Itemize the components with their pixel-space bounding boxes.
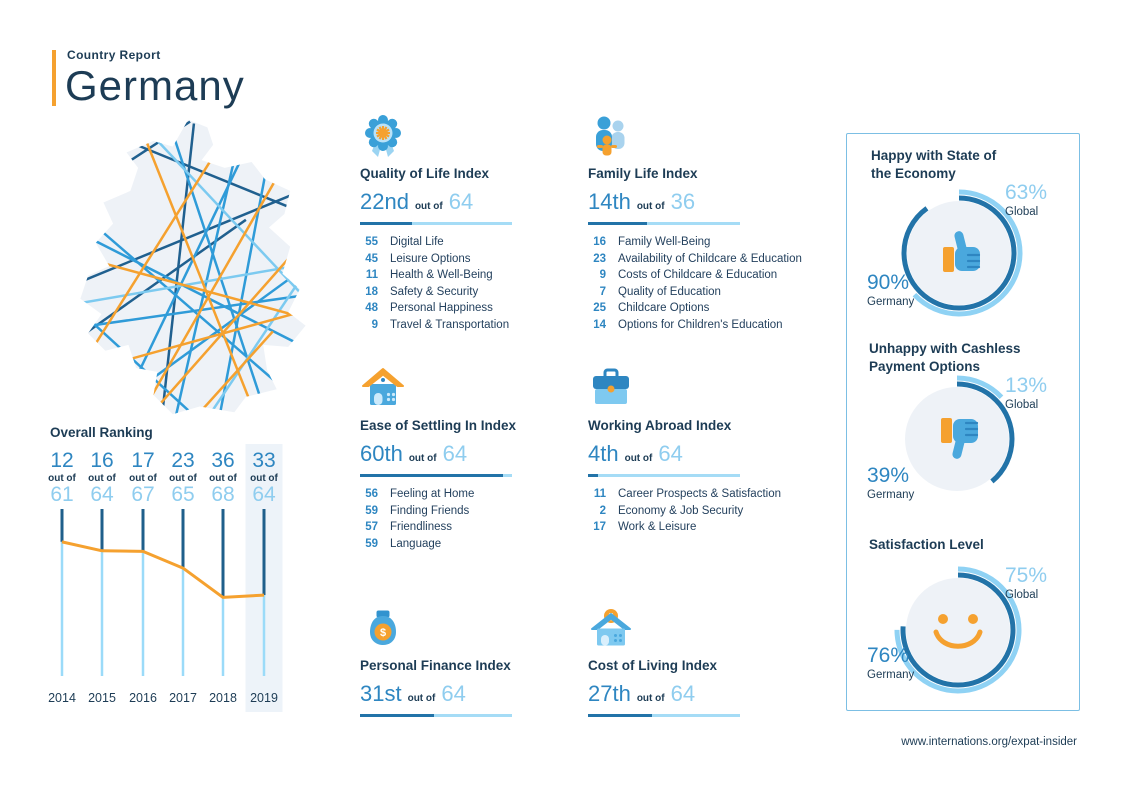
year-rank: 12 [50, 449, 74, 472]
out-of-label: out of [408, 453, 437, 464]
sub-item-rank: 11 [365, 269, 378, 281]
sub-item-label: Health & Well-Being [390, 269, 493, 281]
smiley-icon [915, 587, 1001, 673]
sub-item-rank: 23 [593, 252, 606, 265]
sub-item-label: Career Prospects & Satisfaction [618, 488, 781, 500]
index-sub-list [588, 488, 828, 538]
index-title: Working Abroad Index [588, 418, 732, 433]
sub-item-label: Options for Children's Education [618, 318, 783, 331]
year-total: 65 [171, 483, 195, 506]
sub-item-label: Safety & Security [390, 285, 479, 298]
global-label: Global [1005, 589, 1039, 601]
briefcase-icon [588, 365, 634, 411]
index-sub-item [360, 505, 575, 522]
sub-item-label: Leisure Options [390, 252, 471, 265]
sub-item-rank: 9 [599, 269, 606, 281]
index-sub-list [360, 488, 575, 554]
index-sub-item [588, 253, 828, 270]
index-progress-bar [360, 222, 512, 225]
sub-item-rank: 59 [365, 537, 378, 550]
index-sub-item [588, 236, 828, 253]
year-label: 2014 [48, 691, 76, 705]
year-label: 2019 [250, 691, 278, 705]
house-coin-icon [588, 605, 634, 651]
sub-item-label: Childcare Options [618, 302, 710, 314]
out-of-label: out of [129, 473, 157, 484]
out-of-label: out of [636, 693, 665, 704]
index-total: 36 [670, 189, 696, 214]
accent-bar [52, 50, 56, 106]
sub-item-label: Work & Leisure [618, 521, 697, 533]
index-sub-item [588, 302, 828, 319]
index-title: Personal Finance Index [360, 658, 511, 673]
sub-item-rank: 57 [365, 521, 378, 533]
family-icon [588, 113, 634, 159]
index-sub-item [360, 302, 575, 319]
year-label: 2017 [169, 691, 197, 705]
footer-url: www.internations.org/expat-insider [901, 736, 1077, 748]
index-sub-item [360, 269, 575, 286]
year-rank: 36 [211, 449, 235, 472]
house-icon [360, 365, 406, 411]
year-total: 64 [252, 483, 276, 506]
sub-item-rank: 45 [365, 252, 378, 265]
page-title: Germany [65, 62, 245, 109]
index-sub-item [588, 286, 828, 303]
sub-item-label: Travel & Transportation [390, 318, 510, 331]
year-total: 64 [90, 483, 114, 506]
index-title: Ease of Settling In Index [360, 418, 517, 433]
year-rank: 16 [90, 449, 114, 472]
index-progress-bar [360, 474, 512, 477]
report-eyebrow: Country Report [67, 48, 161, 62]
out-of-label: out of [414, 201, 443, 212]
index-total: 64 [441, 681, 466, 706]
index-rank-row [588, 189, 828, 215]
rank-trend-line [62, 542, 264, 598]
stat-title: Happy with State of the Economy [871, 148, 997, 182]
thumbs-down-icon [929, 411, 985, 467]
year-total: 61 [50, 483, 74, 506]
global-label: Global [1005, 206, 1039, 218]
svg-text:$: $ [379, 627, 387, 639]
year-rank: 23 [171, 449, 195, 472]
year-rank: 33 [252, 449, 276, 472]
index-card-ease-of-settling-in [360, 365, 575, 554]
sub-item-label: Economy & Job Security [618, 504, 744, 517]
out-of-label: out of [407, 693, 436, 704]
index-sub-item [588, 488, 828, 505]
sub-item-rank: 56 [365, 488, 378, 500]
overall-ranking-heading: Overall Ranking [50, 425, 153, 440]
index-progress-bar [588, 222, 740, 225]
out-of-label: out of [624, 453, 653, 464]
out-of-label: out of [250, 473, 278, 484]
index-total: 64 [670, 681, 696, 706]
year-label: 2015 [88, 691, 116, 705]
index-sub-item [360, 319, 575, 336]
sub-item-rank: 55 [365, 236, 378, 248]
index-rank: 31st [360, 681, 402, 706]
sub-item-label: Availability of Childcare & Education [618, 252, 802, 265]
out-of-label: out of [169, 473, 197, 484]
index-sub-item [360, 236, 575, 253]
index-title: Quality of Life Index [360, 166, 490, 181]
index-sub-item [360, 286, 575, 303]
index-sub-list [588, 236, 828, 335]
index-rank-row [588, 681, 828, 707]
out-of-label: out of [636, 201, 665, 212]
sub-item-label: Digital Life [390, 236, 444, 248]
global-percent: 13% [1005, 374, 1048, 397]
index-card-working-abroad [588, 365, 828, 538]
index-sub-item [360, 521, 575, 538]
index-rank-row [588, 441, 828, 467]
index-card-family-life [588, 113, 828, 335]
country-percent: 39% [867, 464, 910, 487]
overall-ranking-chart [44, 440, 292, 720]
index-total: 64 [448, 189, 474, 214]
country-percent: 76% [867, 644, 910, 667]
sub-item-label: Feeling at Home [390, 488, 475, 500]
sub-item-label: Personal Happiness [390, 302, 493, 314]
award-icon [360, 113, 406, 159]
index-card-cost-of-living [588, 605, 828, 728]
sub-item-rank: 9 [371, 318, 378, 331]
index-title: Cost of Living Index [588, 658, 718, 673]
sub-item-rank: 48 [365, 302, 378, 314]
index-total: 64 [658, 441, 683, 466]
year-label: 2016 [129, 691, 157, 705]
money-bag-icon [360, 605, 406, 651]
index-total: 64 [442, 441, 468, 466]
index-progress-bar [360, 714, 512, 717]
sub-item-rank: 16 [593, 236, 606, 248]
out-of-label: out of [88, 473, 116, 484]
year-rank: 17 [131, 449, 155, 472]
country-percent: 90% [867, 271, 910, 294]
index-card-personal-finance [360, 605, 575, 728]
global-percent: 63% [1005, 181, 1048, 204]
index-sub-item [588, 505, 828, 522]
year-total: 67 [131, 483, 155, 506]
sub-item-rank: 14 [593, 318, 606, 331]
index-sub-item [588, 319, 828, 336]
index-sub-item [588, 269, 828, 286]
index-progress-bar [588, 714, 740, 717]
sub-item-label: Quality of Education [618, 285, 721, 298]
sub-item-rank: 17 [593, 521, 606, 533]
index-sub-list [360, 236, 575, 335]
index-sub-item [360, 488, 575, 505]
sub-item-label: Family Well-Being [618, 236, 711, 248]
germany-map [46, 112, 338, 420]
year-total: 68 [211, 483, 235, 506]
sub-item-label: Friendliness [390, 521, 452, 533]
sub-item-rank: 25 [593, 302, 606, 314]
out-of-label: out of [48, 473, 76, 484]
sub-item-rank: 59 [365, 504, 378, 517]
country-label: Germany [867, 296, 915, 308]
index-title: Family Life Index [588, 166, 698, 181]
global-label: Global [1005, 399, 1039, 411]
index-rank: 60th [360, 441, 403, 466]
sub-item-rank: 7 [599, 285, 606, 298]
stats-panel [846, 133, 1080, 711]
country-label: Germany [867, 669, 915, 681]
index-sub-item [360, 538, 575, 555]
year-label: 2018 [209, 691, 237, 705]
index-rank-row [360, 189, 575, 215]
index-rank-row [360, 681, 575, 707]
index-rank: 4th [588, 441, 619, 466]
index-rank-row [360, 441, 575, 467]
sub-item-label: Costs of Childcare & Education [618, 269, 778, 281]
sub-item-rank: 11 [593, 488, 606, 500]
sub-item-rank: 18 [365, 285, 378, 298]
index-sub-item [588, 521, 828, 538]
out-of-label: out of [209, 473, 237, 484]
sub-item-rank: 2 [599, 504, 606, 517]
sub-item-label: Language [390, 537, 442, 550]
sub-item-label: Finding Friends [390, 504, 470, 517]
stat-title: Satisfaction Level [869, 537, 984, 552]
index-card-quality-of-life [360, 113, 575, 335]
index-sub-item [360, 253, 575, 270]
global-percent: 75% [1005, 564, 1048, 587]
index-rank: 22nd [360, 189, 409, 214]
stat-title: Unhappy with Cashless Payment Options [869, 341, 1021, 375]
index-rank: 14th [588, 189, 631, 214]
country-label: Germany [867, 489, 915, 501]
thumbs-up-icon [931, 225, 987, 281]
index-progress-bar [588, 474, 740, 477]
index-rank: 27th [588, 681, 631, 706]
